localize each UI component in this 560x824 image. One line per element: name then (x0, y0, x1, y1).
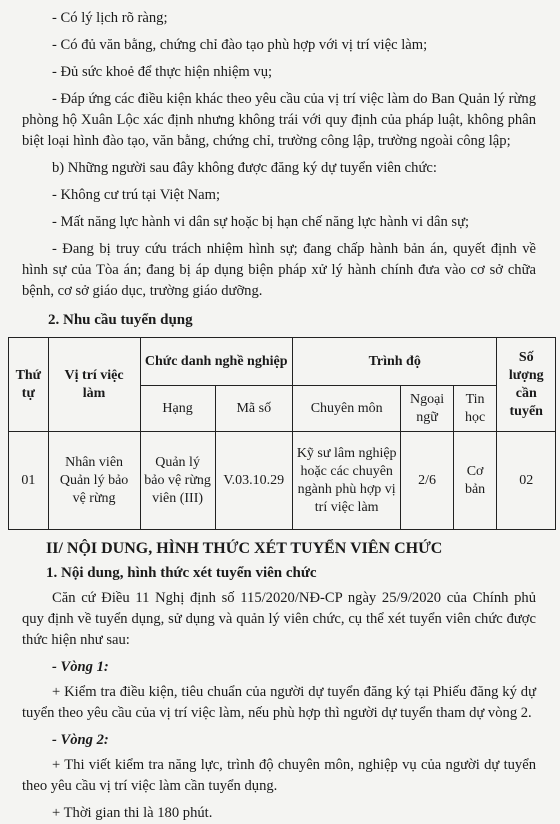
header-level: Trình độ (292, 338, 497, 386)
list-item: - Đủ sức khoẻ để thực hiện nhiệm vụ; (52, 64, 273, 80)
round-1-label: - Vòng 1: (52, 659, 109, 675)
list-item: - Mất năng lực hành vi dân sự hoặc bị hạn chế năng lực hành vi dân sự; (52, 214, 470, 230)
intro-paragraph: Căn cứ Điều 11 Nghị định số 115/2020/NĐ-CP ngày 25/9/2020 của Chính phủ quy định về tuyển dụng, sử dụng và quản lý viên chức, cụ thể xét tuyển viên chức được thức hiện như sau: (22, 590, 536, 648)
header-position: Vị trí việc làm (48, 338, 140, 432)
table-row: 01 Nhân viên Quản lý bảo vệ rừng Quản lý bảo vệ rừng viên (III) V.03.10.29 Kỹ sư lâm nghiệp hoặc các chuyên ngành phù hợp vị trí việc làm 2/6 Cơ bản 02 (9, 432, 556, 530)
header-major: Chuyên môn (292, 386, 401, 432)
time-text: + Thời gian thi là 180 phút. (52, 805, 213, 821)
header-rank: Hạng (140, 386, 215, 432)
list-item: - Đáp ứng các điều kiện khác theo yêu cầu của vị trí việc làm do Ban Quản lý rừng phòng hộ Xuân Lộc xác định nhưng không trái với quy định của pháp luật, không phân biệt loại hình đào tạo, văn bằng, chứng chỉ, trường công lập, trường ngoài công lập; (22, 91, 536, 149)
list-item: - Có lý lịch rõ ràng; (52, 10, 168, 26)
list-item: - Đang bị truy cứu trách nhiệm hình sự; đang chấp hành bản án, quyết định về hình sự của Tòa án; đang bị áp dụng biện pháp xử lý hành chính đưa vào cơ sở chữa bệnh, cơ sở giáo dục, trường giáo dưỡng. (22, 241, 536, 299)
sub-1-title: 1. Nội dung, hình thức xét tuyển viên chức (46, 565, 317, 581)
round-2-label: - Vòng 2: (52, 732, 109, 748)
round-2-text: + Thi viết kiểm tra năng lực, trình độ chuyên môn, nghiệp vụ của người dự tuyển theo yêu cầu vị trí việc làm cần tuyển dụng. (22, 757, 536, 794)
list-item: - Không cư trú tại Việt Nam; (52, 187, 221, 203)
section-b-heading: b) Những người sau đây không được đăng ký dự tuyển viên chức: (52, 160, 437, 176)
header-title: Chức danh nghề nghiệp (140, 338, 292, 386)
section-2-title: 2. Nhu cầu tuyển dụng (48, 312, 193, 328)
part-2-title: II/ NỘI DUNG, HÌNH THỨC XÉT TUYỂN VIÊN CHỨC (46, 540, 443, 557)
list-item: - Có đủ văn bằng, chứng chỉ đào tạo phù hợp với vị trí việc làm; (52, 37, 428, 53)
round-1-text: + Kiểm tra điều kiện, tiêu chuẩn của người dự tuyển đăng ký tại Phiếu đăng ký dự tuyển theo yêu cầu của vị trí việc làm, nếu phù hợp thì người dự tuyển tham dự vòng 2. (22, 684, 536, 721)
header-qty: Số lượng cần tuyển (497, 338, 556, 432)
header-it: Tin học (453, 386, 497, 432)
header-stt: Thứ tự (9, 338, 49, 432)
recruitment-table (8, 337, 556, 530)
header-code: Mã số (215, 386, 292, 432)
header-foreign: Ngoại ngữ (401, 386, 453, 432)
